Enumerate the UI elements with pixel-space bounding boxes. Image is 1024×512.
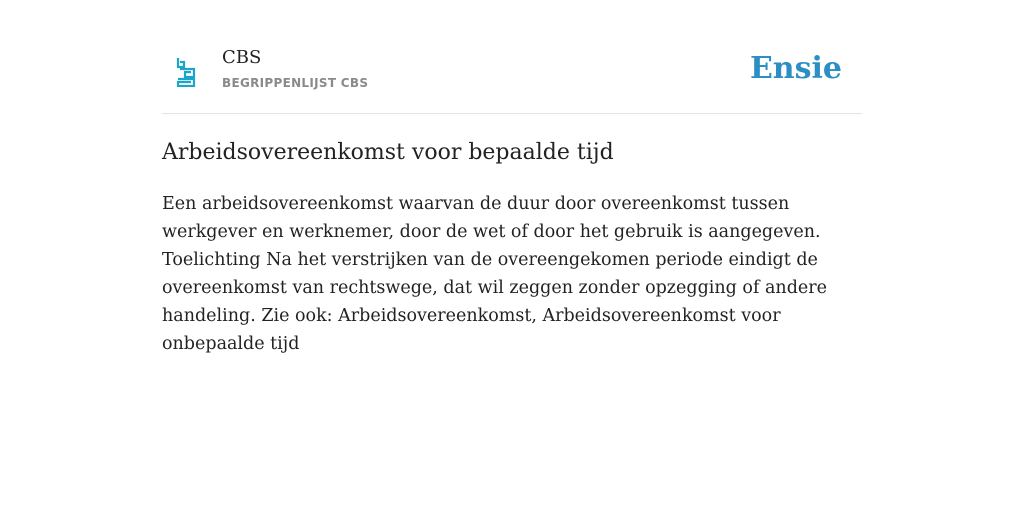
ensie-brand-link[interactable]: Ensie — [749, 51, 842, 86]
organization-name: CBS — [222, 47, 262, 68]
page-title: Arbeidsovereenkomst voor bepaalde tijd — [162, 140, 614, 165]
organization-subtitle: BEGRIPPENLIJST CBS — [222, 76, 369, 90]
definition-text: Een arbeidsovereenkomst waarvan de duur door overeenkomst tussen werkgever en werknemer, door de wet of door het gebruik is aangegeven. Toelichting Na het verstrijken van de overeengekomen periode eindigt de overeenkomst van rechtswege, dat wil zeggen zonder opzegging of andere handeling. Zie ook: Arbeidsovereenkomst, Arbeidsovereenkomst voor onbepaalde tijd — [162, 194, 827, 354]
card-header — [162, 0, 862, 114]
cbs-logo-icon — [176, 57, 196, 87]
definition-card — [162, 0, 862, 354]
